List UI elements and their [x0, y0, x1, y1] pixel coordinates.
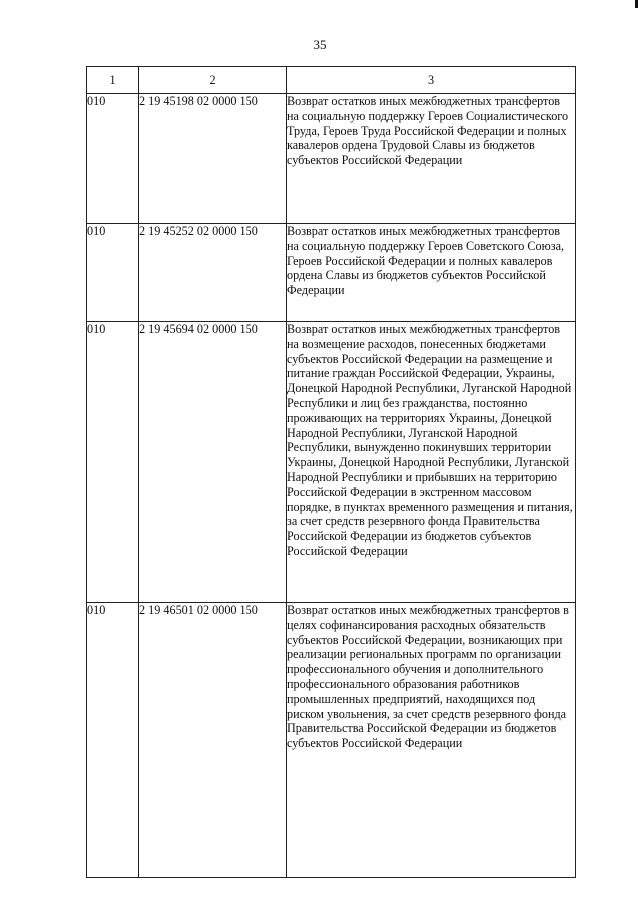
- budget-classification-table: [86, 66, 576, 878]
- table-row: [87, 224, 576, 322]
- description-cell: Возврат остатков иных межбюджетных трансфертов на возмещение расходов, понесенных бюджетами субъектов Российской Федерации на размещение и питание граждан Российской Федерации, Украины, Донецкой Народной Республики, Луганской Народной Республики и лиц без гражданства, постоянно проживающих на территориях Украины, Донецкой Народной Республики, Луганской Народной Республики, вынужденно покинувших территории Украины, Донецкой Народной Республики, Луганской Народной Республики и прибывших на территорию Российской Федерации в экстренном массовом порядке, в пунктах временного размещения и питания, за счет средств резервного фонда Правительства Российской Федерации из бюджетов субъектов Российской Федерации: [287, 322, 576, 603]
- scan-corner-mark: [635, 0, 638, 8]
- table-row: [87, 603, 576, 878]
- admin-code-cell: 010: [87, 94, 139, 224]
- description-cell: Возврат остатков иных межбюджетных трансфертов в целях софинансирования расходных обязательств субъектов Российской Федерации, возникающих при реализации региональных программ по организации профессионального обучения и дополнительного профессионального образования работников промышленных предприятий, находящихся под риском увольнения, за счет средств резервного фонда Правительства Российской Федерации из бюджетов субъектов Российской Федерации: [287, 603, 576, 878]
- description-cell: Возврат остатков иных межбюджетных трансфертов на социальную поддержку Героев Социалистического Труда, Героев Труда Российской Федерации и полных кавалеров ордена Трудовой Славы из бюджетов субъектов Российской Федерации: [287, 94, 576, 224]
- budget-code-cell: 2 19 45198 02 0000 150: [139, 94, 287, 224]
- admin-code-cell: 010: [87, 224, 139, 322]
- table-header-row: [87, 67, 576, 94]
- admin-code-cell: 010: [87, 322, 139, 603]
- budget-code-cell: 2 19 46501 02 0000 150: [139, 603, 287, 878]
- table-row: [87, 322, 576, 603]
- budget-code-cell: 2 19 45252 02 0000 150: [139, 224, 287, 322]
- table-row: [87, 94, 576, 224]
- column-header-1: 1: [87, 67, 139, 94]
- budget-code-cell: 2 19 45694 02 0000 150: [139, 322, 287, 603]
- admin-code-cell: 010: [87, 603, 139, 878]
- column-header-2: 2: [139, 67, 287, 94]
- column-header-3: 3: [287, 67, 576, 94]
- page-number: 35: [313, 37, 327, 52]
- description-cell: Возврат остатков иных межбюджетных трансфертов на социальную поддержку Героев Советского Союза, Героев Российской Федерации и полных кавалеров ордена Славы из бюджетов субъектов Российской Федерации: [287, 224, 576, 322]
